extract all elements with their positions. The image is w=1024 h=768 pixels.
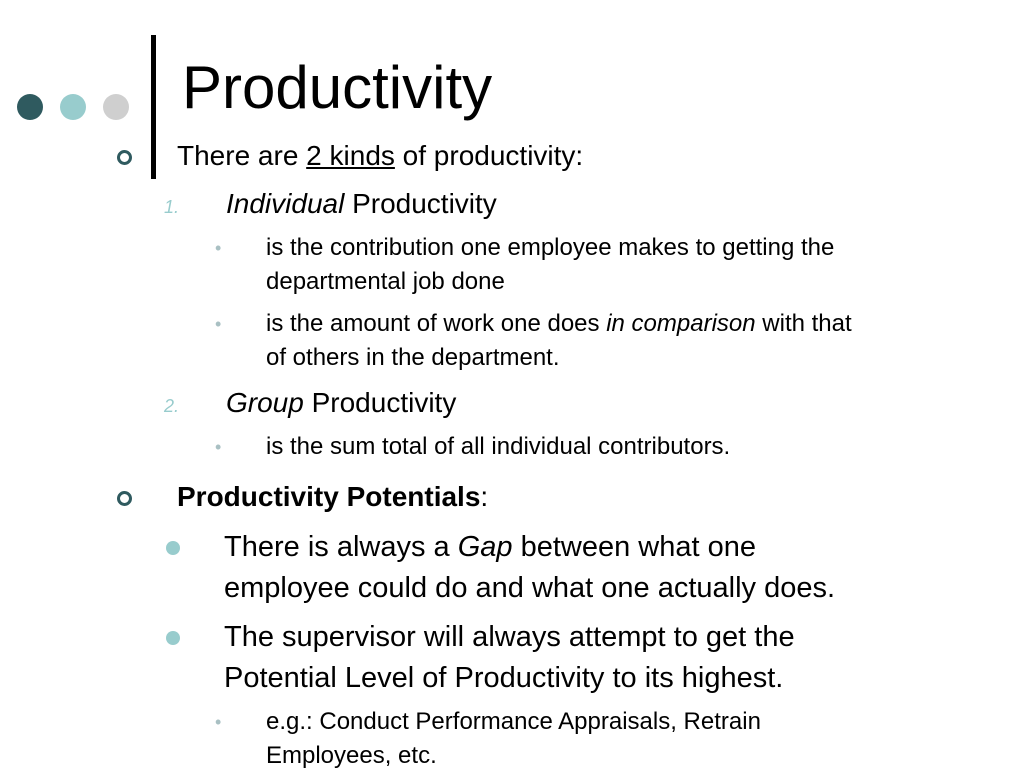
dot-light [103,94,129,120]
group-point-1: is the sum total of all individual contributors. [266,433,731,460]
comparison-post: with that [755,310,852,337]
gap-italic: Gap [457,531,513,563]
item-number: 2. [164,396,180,416]
potentials-heading-bold: Productivity Potentials [177,481,481,512]
title-divider [151,35,156,179]
item-number: 1. [164,197,180,217]
kinds-lead: There are [177,140,307,171]
comparison-italic: in comparison [606,310,756,337]
individual-rest: Productivity [344,188,497,219]
individual-point-1-line-1: is the contribution one employee makes to getting the [266,234,835,261]
individual-italic: Individual [226,188,345,219]
filled-circle-icon [166,631,180,645]
dot-bullet-icon: • [215,314,222,334]
group-productivity [226,387,456,419]
kinds-intro [177,140,583,172]
individual-point-2-line-1 [266,307,852,341]
gap-pre: There is always a [224,531,458,563]
potentials-heading-suffix: : [480,481,489,512]
gap-post: between what one [512,531,756,563]
individual-productivity [226,188,497,220]
kinds-tail: of productivity: [394,140,584,171]
dot-teal [60,94,86,120]
filled-circle-icon [166,541,180,555]
example-line-1: e.g.: Conduct Performance Appraisals, Retrain [266,708,761,735]
group-italic: Group [226,387,304,418]
slide-title: Productivity [182,54,493,121]
supervisor-line-2: Potential Level of Productivity to its highest. [224,662,784,694]
kinds-underlined: 2 kinds [306,140,395,171]
dot-bullet-icon: • [215,712,222,732]
gap-line-2: employee could do and what one actually does. [224,572,836,604]
group-rest: Productivity [303,387,457,418]
dot-dark [17,94,43,120]
example-line-2: Employees, etc. [266,742,437,768]
gap-line-1 [224,527,756,568]
potentials-heading [177,481,488,513]
ring-bullet-icon [117,150,132,165]
comparison-pre: is the amount of work one does [266,310,607,337]
dot-bullet-icon: • [215,437,222,457]
dot-bullet-icon: • [215,238,222,258]
individual-point-2-line-2: of others in the department. [266,344,560,371]
ring-bullet-icon [117,491,132,506]
individual-point-1-line-2: departmental job done [266,268,505,295]
supervisor-line-1: The supervisor will always attempt to get the [224,621,795,653]
